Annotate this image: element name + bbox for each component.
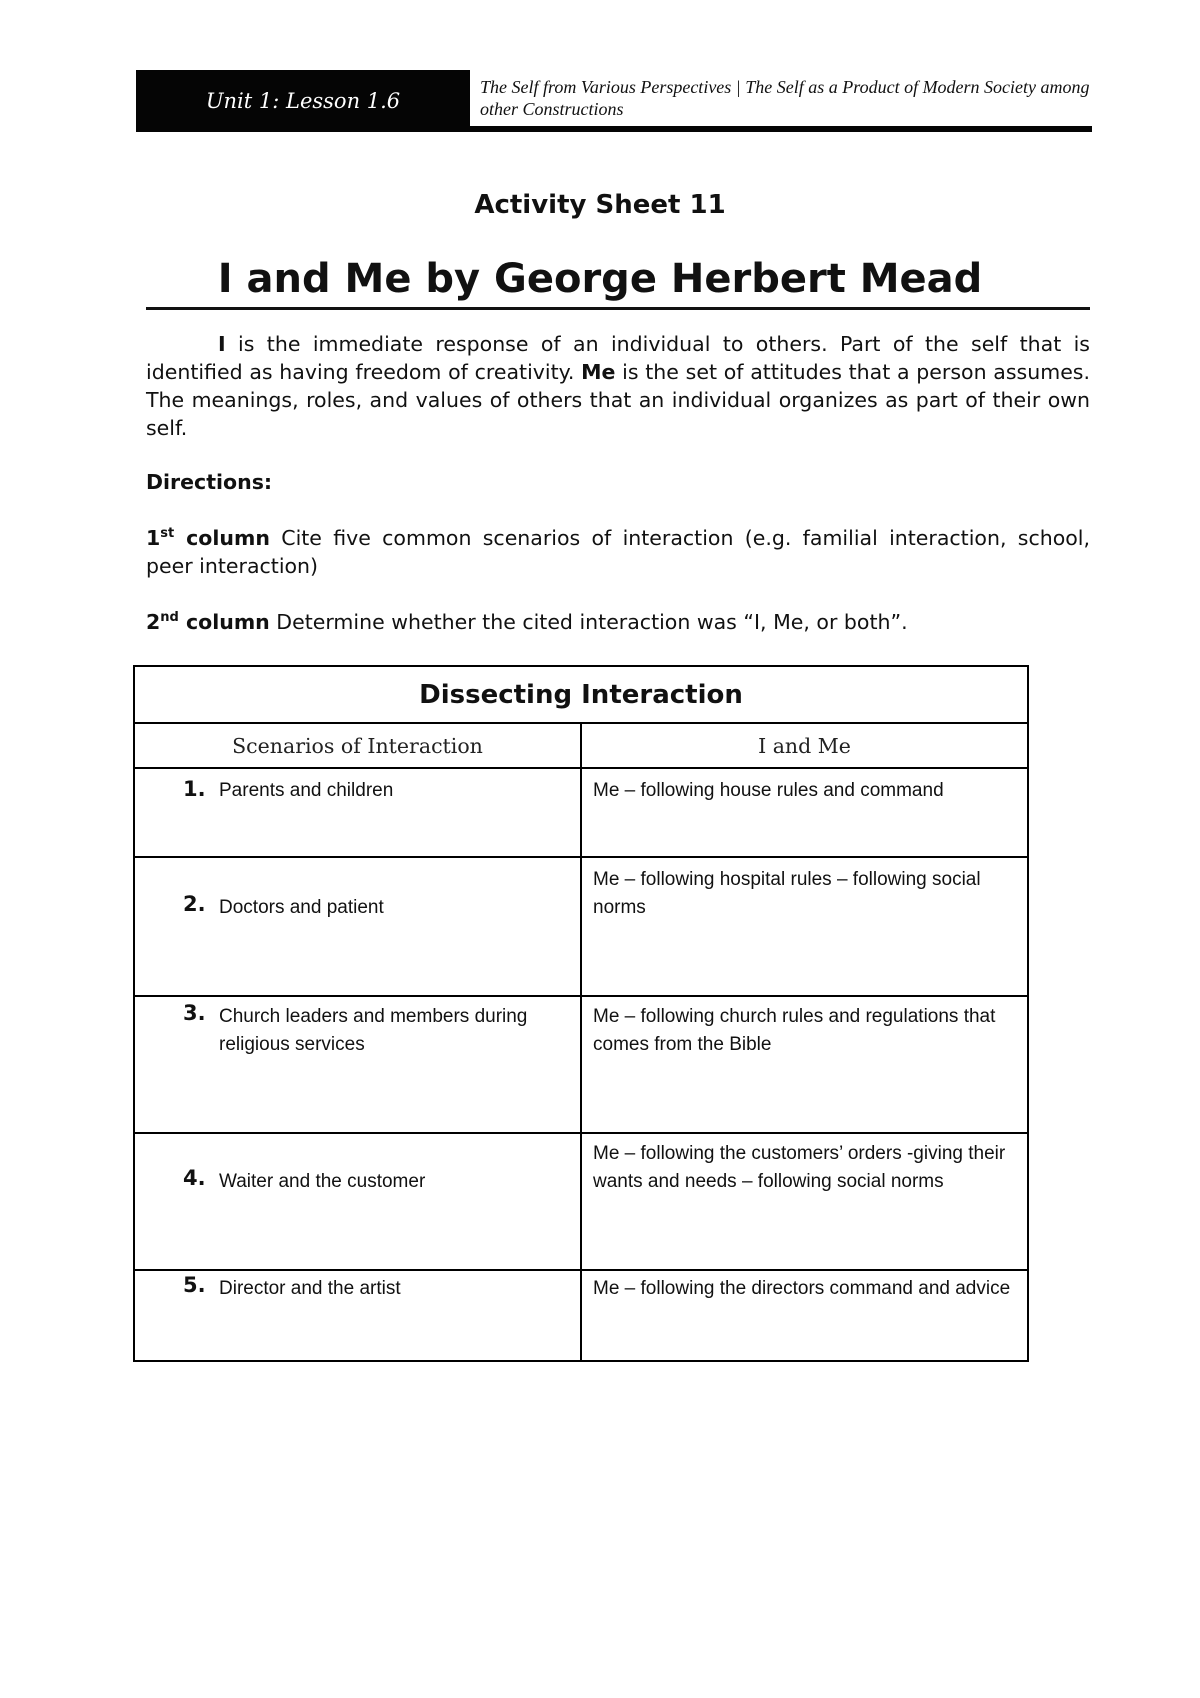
scenario-cell [135, 997, 582, 1132]
table-row [135, 1271, 1027, 1360]
header-rule [470, 126, 1092, 132]
scenario-text: Waiter and the customer [219, 1171, 426, 1192]
scenario-cell [135, 858, 582, 995]
col2-num: 2 [146, 610, 161, 634]
table-title: Dissecting Interaction [135, 667, 1027, 724]
answer-text: Me – following hospital rules – following social norms [593, 869, 981, 918]
direction-column-2 [146, 608, 1090, 636]
scenario-text: Director and the artist [219, 1278, 401, 1299]
table-header-row [135, 724, 1027, 769]
col1-text: Cite five common scenarios of interaction (e.g. familial interaction, school, peer interaction) [146, 526, 1090, 578]
col2-label: column [178, 610, 270, 634]
column-header-i-and-me: I and Me [758, 733, 851, 758]
unit-label-box [136, 70, 470, 132]
interaction-table [133, 665, 1029, 1362]
answer-cell [582, 997, 1027, 1132]
answer-text: Me – following church rules and regulations that comes from the Bible [593, 1006, 996, 1055]
activity-label: Activity Sheet 11 [474, 190, 726, 220]
table-row [135, 858, 1027, 997]
table-row [135, 997, 1027, 1134]
page-title: I and Me by George Herbert Mead [217, 256, 983, 302]
answer-text: Me – following the customers’ orders -giving their wants and needs – following social norms [593, 1143, 1006, 1192]
row-number: 2. [183, 892, 206, 916]
row-number: 1. [183, 777, 206, 801]
scenario-text: Doctors and patient [219, 897, 384, 918]
unit-label: Unit 1: Lesson 1.6 [205, 89, 401, 113]
scenario-cell [135, 1271, 582, 1360]
row-number: 4. [183, 1166, 206, 1190]
answer-text: Me – following the directors command and advice [593, 1278, 1011, 1299]
row-number: 3. [183, 1001, 206, 1025]
col1-num: 1 [146, 526, 161, 550]
scenario-cell [135, 1134, 582, 1269]
scenario-text: Church leaders and members during religious services [219, 1006, 528, 1055]
answer-cell [582, 1271, 1027, 1360]
answer-cell [582, 858, 1027, 995]
definition-me: is the set of attitudes that a person assumes. The meanings, roles, and values of others that an individual organizes as part of their own self. [146, 360, 1090, 440]
answer-cell [582, 1134, 1027, 1269]
scenario-cell [135, 769, 582, 856]
topic-label: The Self from Various Perspectives | The Self as a Product of Modern Society among other Constructions [480, 77, 1090, 119]
table-row [135, 769, 1027, 858]
definition-i: is the immediate response of an individual to others. Part of the self that is identified as having freedom of creativity. [146, 332, 1090, 384]
title-rule [146, 307, 1090, 310]
directions-heading: Directions: [146, 470, 273, 494]
direction-column-1 [146, 524, 1090, 580]
term-i: I [218, 332, 226, 356]
row-number: 5. [183, 1273, 206, 1297]
intro-paragraph [146, 330, 1090, 442]
col2-text: Determine whether the cited interaction was “I, Me, or both”. [269, 610, 908, 634]
term-me: Me [581, 360, 616, 384]
col1-sup: st [160, 526, 175, 542]
answer-text: Me – following house rules and command [593, 780, 944, 801]
column-header-scenarios: Scenarios of Interaction [135, 724, 582, 767]
table-row [135, 1134, 1027, 1271]
scenario-text: Parents and children [219, 780, 394, 801]
col2-sup: nd [160, 610, 179, 626]
answer-cell [582, 769, 1027, 856]
page-header [136, 70, 1092, 132]
col1-label: column [174, 526, 270, 550]
